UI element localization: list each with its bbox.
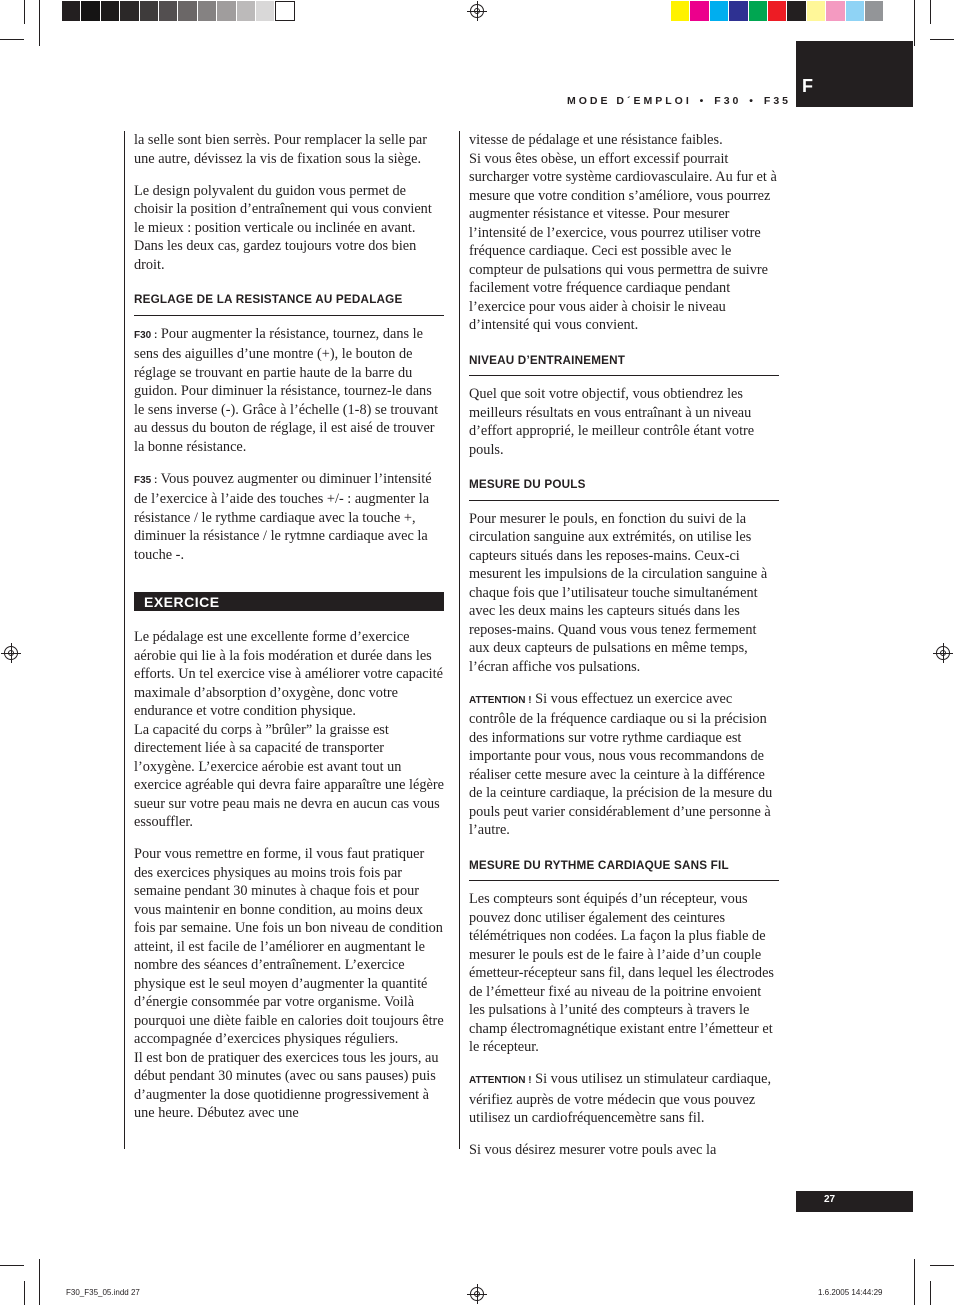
registration-mark-icon (936, 646, 950, 660)
language-tab-label: F (802, 76, 813, 96)
paragraph: Pour mesurer le pouls, en fonction du suivi de la circulation sanguine aux extrémités, on utilise les capteurs situés dans les reposes-mains. Ceux-ci mesurent les impulsions de la circulation sanguine à chaque fois que l’utilisateur touche simultanément avec les deux mains les capteurs situés dans les reposes-mains. Quand vous vous tenez fermement aux deux capteurs de pulsations en même temps, l’écran affiche vos pulsations. (469, 510, 768, 675)
attention-paragraph (469, 690, 779, 840)
paragraph-f30 (134, 325, 444, 457)
model-f35: F35 (763, 95, 791, 107)
paragraph: Les compteurs sont équipés d’un récepteur, vous pouvez donc utiliser également des ceintures télémétriques non codées. La façon la plus fiable de mesurer le pouls est de le faire à l’aide d’un couple émetteur-récepteur sans fil, dans lequel les électrodes de l’émetteur fixé au niveau de la poitrine envoient les pulsations à l’unité des compteurs à travers le champ électromagnétique existant entre l’émetteur et le récepteur. (469, 891, 774, 1055)
color-swatch (101, 1, 120, 21)
color-swatch (237, 1, 256, 21)
color-swatch (787, 1, 806, 21)
color-swatch (62, 1, 81, 21)
color-swatch (846, 1, 865, 21)
color-swatch (768, 1, 787, 21)
bullet: • (699, 95, 707, 107)
left-column (134, 131, 444, 1123)
section-heading: MESURE DU RYTHME CARDIAQUE SANS FIL (469, 857, 779, 882)
section-heading: REGLAGE DE LA RESISTANCE AU PEDALAGE (134, 291, 444, 316)
paragraph: vitesse de pédalage et une résistance faibles. (469, 132, 723, 148)
registration-mark-icon (470, 4, 484, 18)
paragraph: Il est bon de pratiquer des exercices tous les jours, au début pendant 30 minutes (avec ou sans pauses) puis d’augmenter la dose quotidienne progressivement à une heure. Débutez avec une (134, 1049, 439, 1121)
language-tab (796, 41, 913, 107)
paragraph: La capacité du corps à ”brûler” la graisse est directement liée à sa capacité de transporter l’oxygène. L’exercice aérobie est avant tout un exercice agréable qui devra faire apparaître une légère sueur sur votre peau mais ne devra en aucun cas vous essouffler. (134, 721, 444, 830)
f30-text: Pour augmenter la résistance, tournez, dans le sens des aiguilles d’une montre (+), le bouton de réglage se trouvant en partie haute de la barre du guidon. Pour diminuer la résistance, tournez-le dans le sens inverse (-). Grâce à l’échelle (1-8) se trouvant au dessus du bouton de réglage, il est aisé de trouver la bonne résistance. (134, 325, 439, 455)
attention-label: ATTENTION ! (469, 694, 532, 706)
running-header (567, 95, 791, 107)
paragraph: la selle sont bien serrès. Pour remplacer la selle par une autre, dévissez la vis de fixation sous la siège. (134, 132, 427, 167)
color-swatch (178, 1, 197, 21)
page-number: 27 (824, 1194, 836, 1205)
color-swatch (120, 1, 139, 21)
attention-text: Si vous utilisez un stimulateur cardiaque, vérifiez auprès de votre médecin que vous pouvez utilisez un cardiofréquencemètre sans fil. (469, 1071, 772, 1126)
color-swatch (256, 1, 275, 21)
column-rule (124, 131, 125, 1149)
model-f30: F30 (714, 95, 742, 107)
f30-label: F30 : (134, 329, 158, 341)
color-swatch (690, 1, 709, 21)
paragraph: Pour vous remettre en forme, il vous faut pratiquer des exercices physiques au moins trois fois par semaine pendant 30 minutes à chaque fois et pour vous maintenir en bonne condition, au moins deux fois par semaine. Une fois un bon niveau de condition atteint, il est facile de l’améliorer en augmentant le nombre des séances d’entraînement. L’exercice physique est le seul moyen d’augmenter la quantité d’énergie consommée par votre organisme. Voilà pourquoi une diète faible en calories doit toujours être accompagnée d’exercices physiques réguliers. (134, 846, 444, 1047)
registration-mark-icon (470, 1287, 484, 1301)
f35-text: Vous pouvez augmenter ou diminuer l’intensité de l’exercice à l’aide des touches +/- : augmenter la résistance / le rythme cardiaque avec la touche +, diminuer la résistance / le rytmne cardiaque avec la touche -. (134, 470, 432, 563)
color-swatch (710, 1, 729, 21)
paragraph: Le pédalage est une excellente forme d’exercice aérobie qui lie à la fois modération et durée dans les efforts. Un tel exercice vise à améliorer votre capacité maximale d’absorption d’oxygène, donc votre endurance et votre condition physique. (134, 629, 443, 719)
color-swatch (198, 1, 217, 21)
paragraph: Si vous désirez mesurer votre pouls avec la (469, 1142, 717, 1158)
color-swatch (865, 1, 884, 21)
color-swatch (140, 1, 159, 21)
attention-text: Si vous effectuez un exercice avec contrôle de la fréquence cardiaque ou si la précision des informations sur votre rythme cardiaque est importante pour vous, nous vous recommandons de réaliser cette mesure avec la ceinture à la différence de la ceinture cardiaque, la précision de la mesure du pouls peut varier considérablement d’une personne à l’autre. (469, 690, 773, 838)
color-swatch (159, 1, 178, 21)
paragraph: Le design polyvalent du guidon vous permet de choisir la position d’entraînement qui vous convient le mieux : position verticale ou inclinée en avant. Dans les deux cas, gardez toujours votre dos bien droit. (134, 182, 432, 273)
bullet: • (749, 95, 756, 107)
color-swatch (275, 1, 294, 21)
color-swatch (81, 1, 100, 21)
section-heading: NIVEAU D’ENTRAINEMENT (469, 352, 779, 377)
color-swatch (217, 1, 236, 21)
section-heading: MESURE DU POULS (469, 476, 779, 501)
color-swatch (729, 1, 748, 21)
section-bar-exercice: EXERCICE (134, 592, 444, 611)
manual-title: MODE D´EMPLOI (567, 95, 692, 107)
registration-mark-icon (4, 646, 18, 660)
paragraph: Si vous êtes obèse, un effort excessif pourrait surcharger votre système cardiovasculaire. Au fur et à mesure que votre condition s’améliore, vous pourrez augmenter résistance et vitesse. Pour mesurer l’intensité de l’exercice, vous pourrez utiliser votre fréquence cardiaque. Ceci est possible avec le compteur de pulsations qui vous permettra de suivre facilement votre fréquence cardiaque pendant l’exercice pour vous aider à choisir le niveau d’intensité qui vous convient. (469, 150, 777, 333)
slug-filename: F30_F35_05.indd 27 (66, 1288, 140, 1297)
color-swatch (671, 1, 690, 21)
column-rule (459, 131, 460, 1149)
paragraph-f35 (134, 470, 444, 565)
color-calibration-bar (671, 1, 884, 21)
right-column (469, 131, 779, 1173)
color-swatch (826, 1, 845, 21)
attention-paragraph (469, 1070, 779, 1128)
page-number-box (796, 1191, 913, 1212)
slug-timestamp: 1.6.2005 14:44:29 (818, 1288, 883, 1297)
attention-label: ATTENTION ! (469, 1075, 532, 1086)
color-swatch (749, 1, 768, 21)
color-swatch (807, 1, 826, 21)
paragraph: Quel que soit votre objectif, vous obtiendrez les meilleurs résultats en vous entraînant à un niveau d’effort approprié, le meilleur contrôle étant votre pouls. (469, 386, 755, 458)
f35-label: F35 : (134, 474, 158, 486)
grayscale-bar (62, 1, 295, 21)
